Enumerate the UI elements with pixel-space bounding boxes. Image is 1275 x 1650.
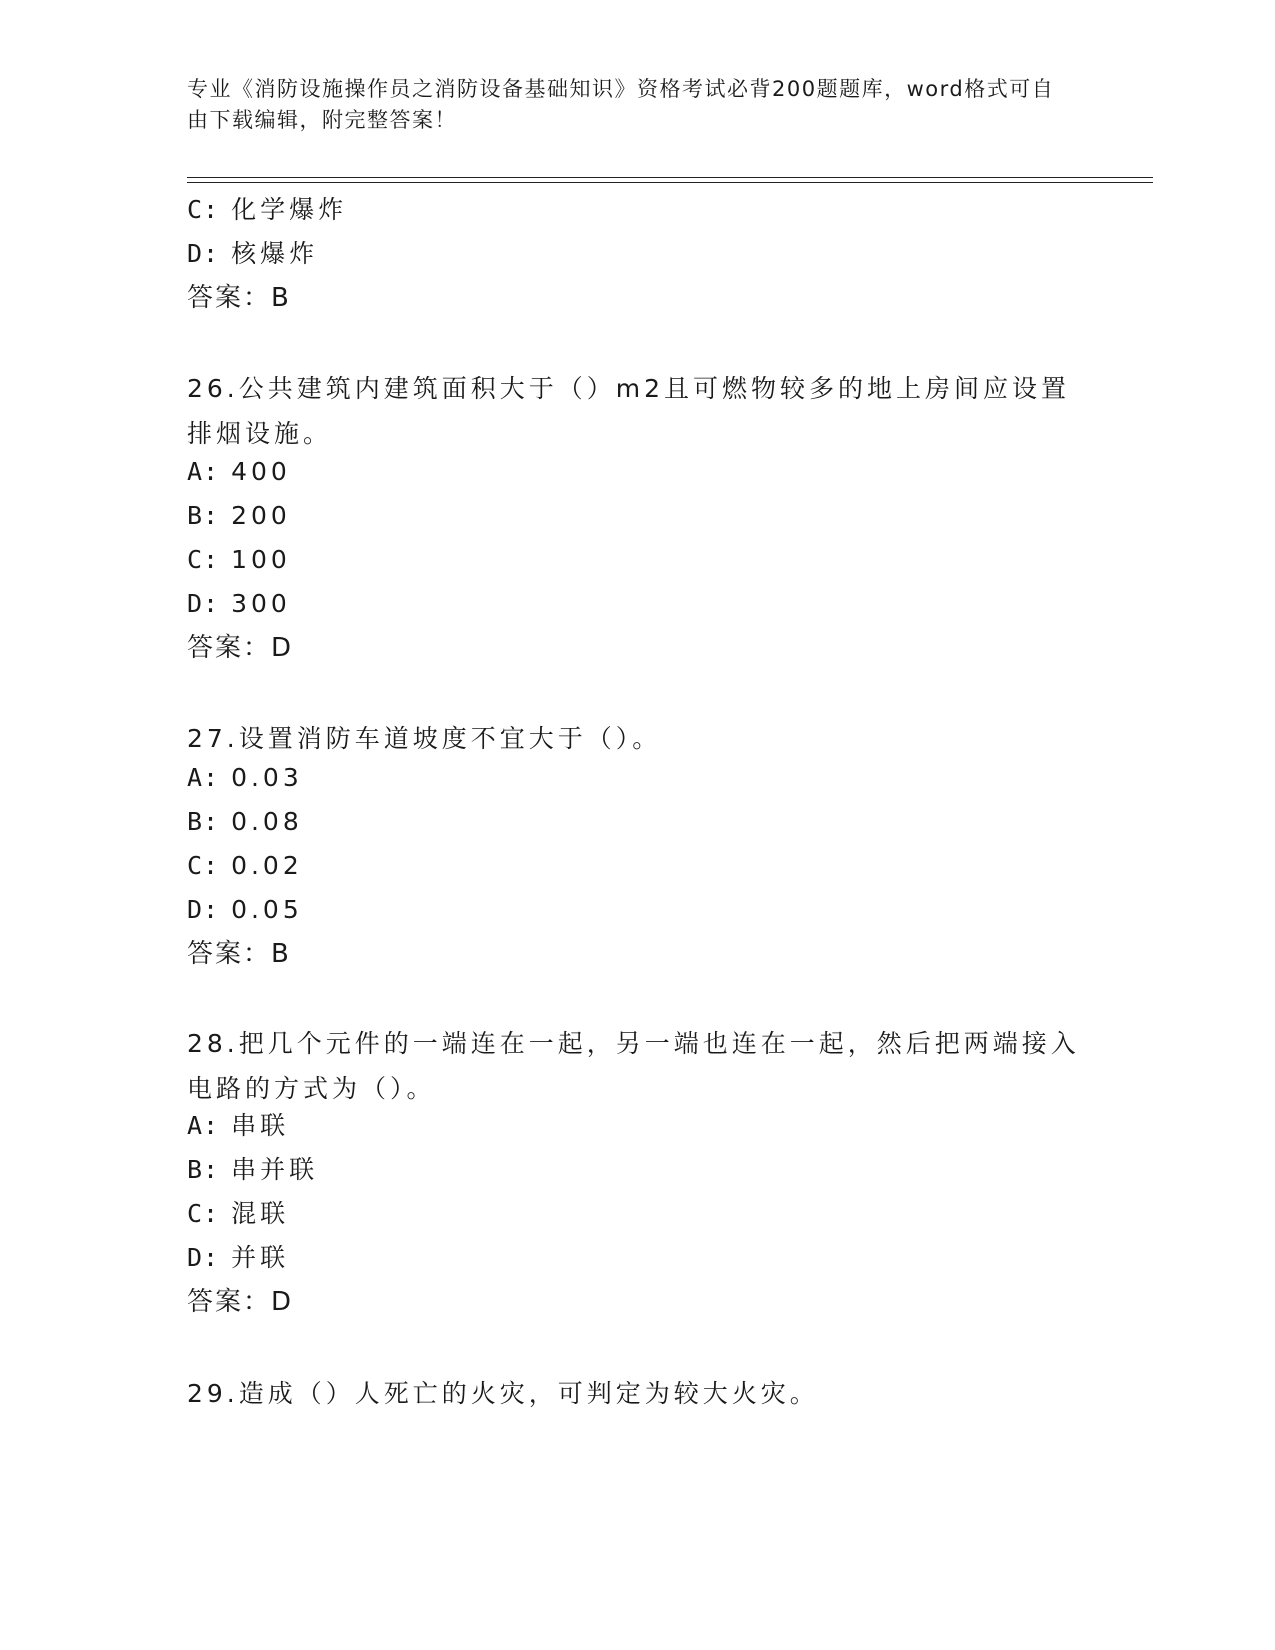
option-label: D: [187, 589, 220, 618]
option-text: 并联 [231, 1243, 290, 1272]
option-text: 100 [231, 545, 291, 574]
option-a [187, 762, 303, 794]
option-text: 300 [231, 589, 291, 618]
header-divider [187, 177, 1153, 178]
option-c [187, 194, 347, 226]
option-b [187, 1154, 318, 1186]
option-d [187, 1242, 289, 1274]
option-text: 0.05 [231, 895, 303, 924]
option-text: 400 [231, 457, 291, 486]
question-28: 28.把几个元件的一端连在一起，另一端也连在一起，然后把两端接入电路的方式为（）。 [187, 1029, 1080, 1103]
option-label: A: [187, 763, 220, 792]
option-c [187, 850, 303, 882]
option-label: A: [187, 1111, 220, 1140]
header-divider-double [187, 182, 1153, 183]
answer-line: 答案：D [187, 1287, 294, 1317]
option-label: D: [187, 1243, 220, 1272]
option-d [187, 894, 303, 926]
option-text: 串并联 [231, 1155, 319, 1184]
option-a [187, 456, 291, 488]
answer-line: 答案：B [187, 939, 291, 969]
option-text: 0.08 [231, 807, 303, 836]
option-label: C: [187, 1199, 220, 1228]
question-29: 29.造成（）人死亡的火灾，可判定为较大火灾。 [187, 1379, 819, 1408]
option-text: 化学爆炸 [231, 195, 348, 224]
option-text: 0.03 [231, 763, 303, 792]
option-label: A: [187, 457, 220, 486]
option-label: C: [187, 851, 220, 880]
option-b [187, 500, 291, 532]
option-text: 核爆炸 [231, 239, 319, 268]
option-label: B: [187, 807, 220, 836]
option-text: 混联 [231, 1199, 290, 1228]
option-a [187, 1110, 289, 1142]
option-label: B: [187, 1155, 220, 1184]
option-label: D: [187, 895, 220, 924]
option-text: 0.02 [231, 851, 303, 880]
document-header: 专业《消防设施操作员之消防设备基础知识》资格考试必背200题题库，word格式可自由下载编辑，附完整答案！ [187, 77, 1055, 132]
option-label: D: [187, 239, 220, 268]
option-label: C: [187, 195, 220, 224]
option-label: C: [187, 545, 220, 574]
option-d [187, 238, 318, 270]
option-text: 串联 [231, 1111, 290, 1140]
option-text: 200 [231, 501, 291, 530]
option-label: B: [187, 501, 220, 530]
option-c [187, 1198, 289, 1230]
option-b [187, 806, 303, 838]
answer-line: 答案：B [187, 283, 291, 313]
question-27: 27.设置消防车道坡度不宜大于（）。 [187, 724, 662, 753]
question-26: 26.公共建筑内建筑面积大于（）m2且可燃物较多的地上房间应设置排烟设施。 [187, 374, 1071, 448]
answer-line: 答案：D [187, 633, 294, 663]
option-d [187, 588, 291, 620]
option-c [187, 544, 291, 576]
